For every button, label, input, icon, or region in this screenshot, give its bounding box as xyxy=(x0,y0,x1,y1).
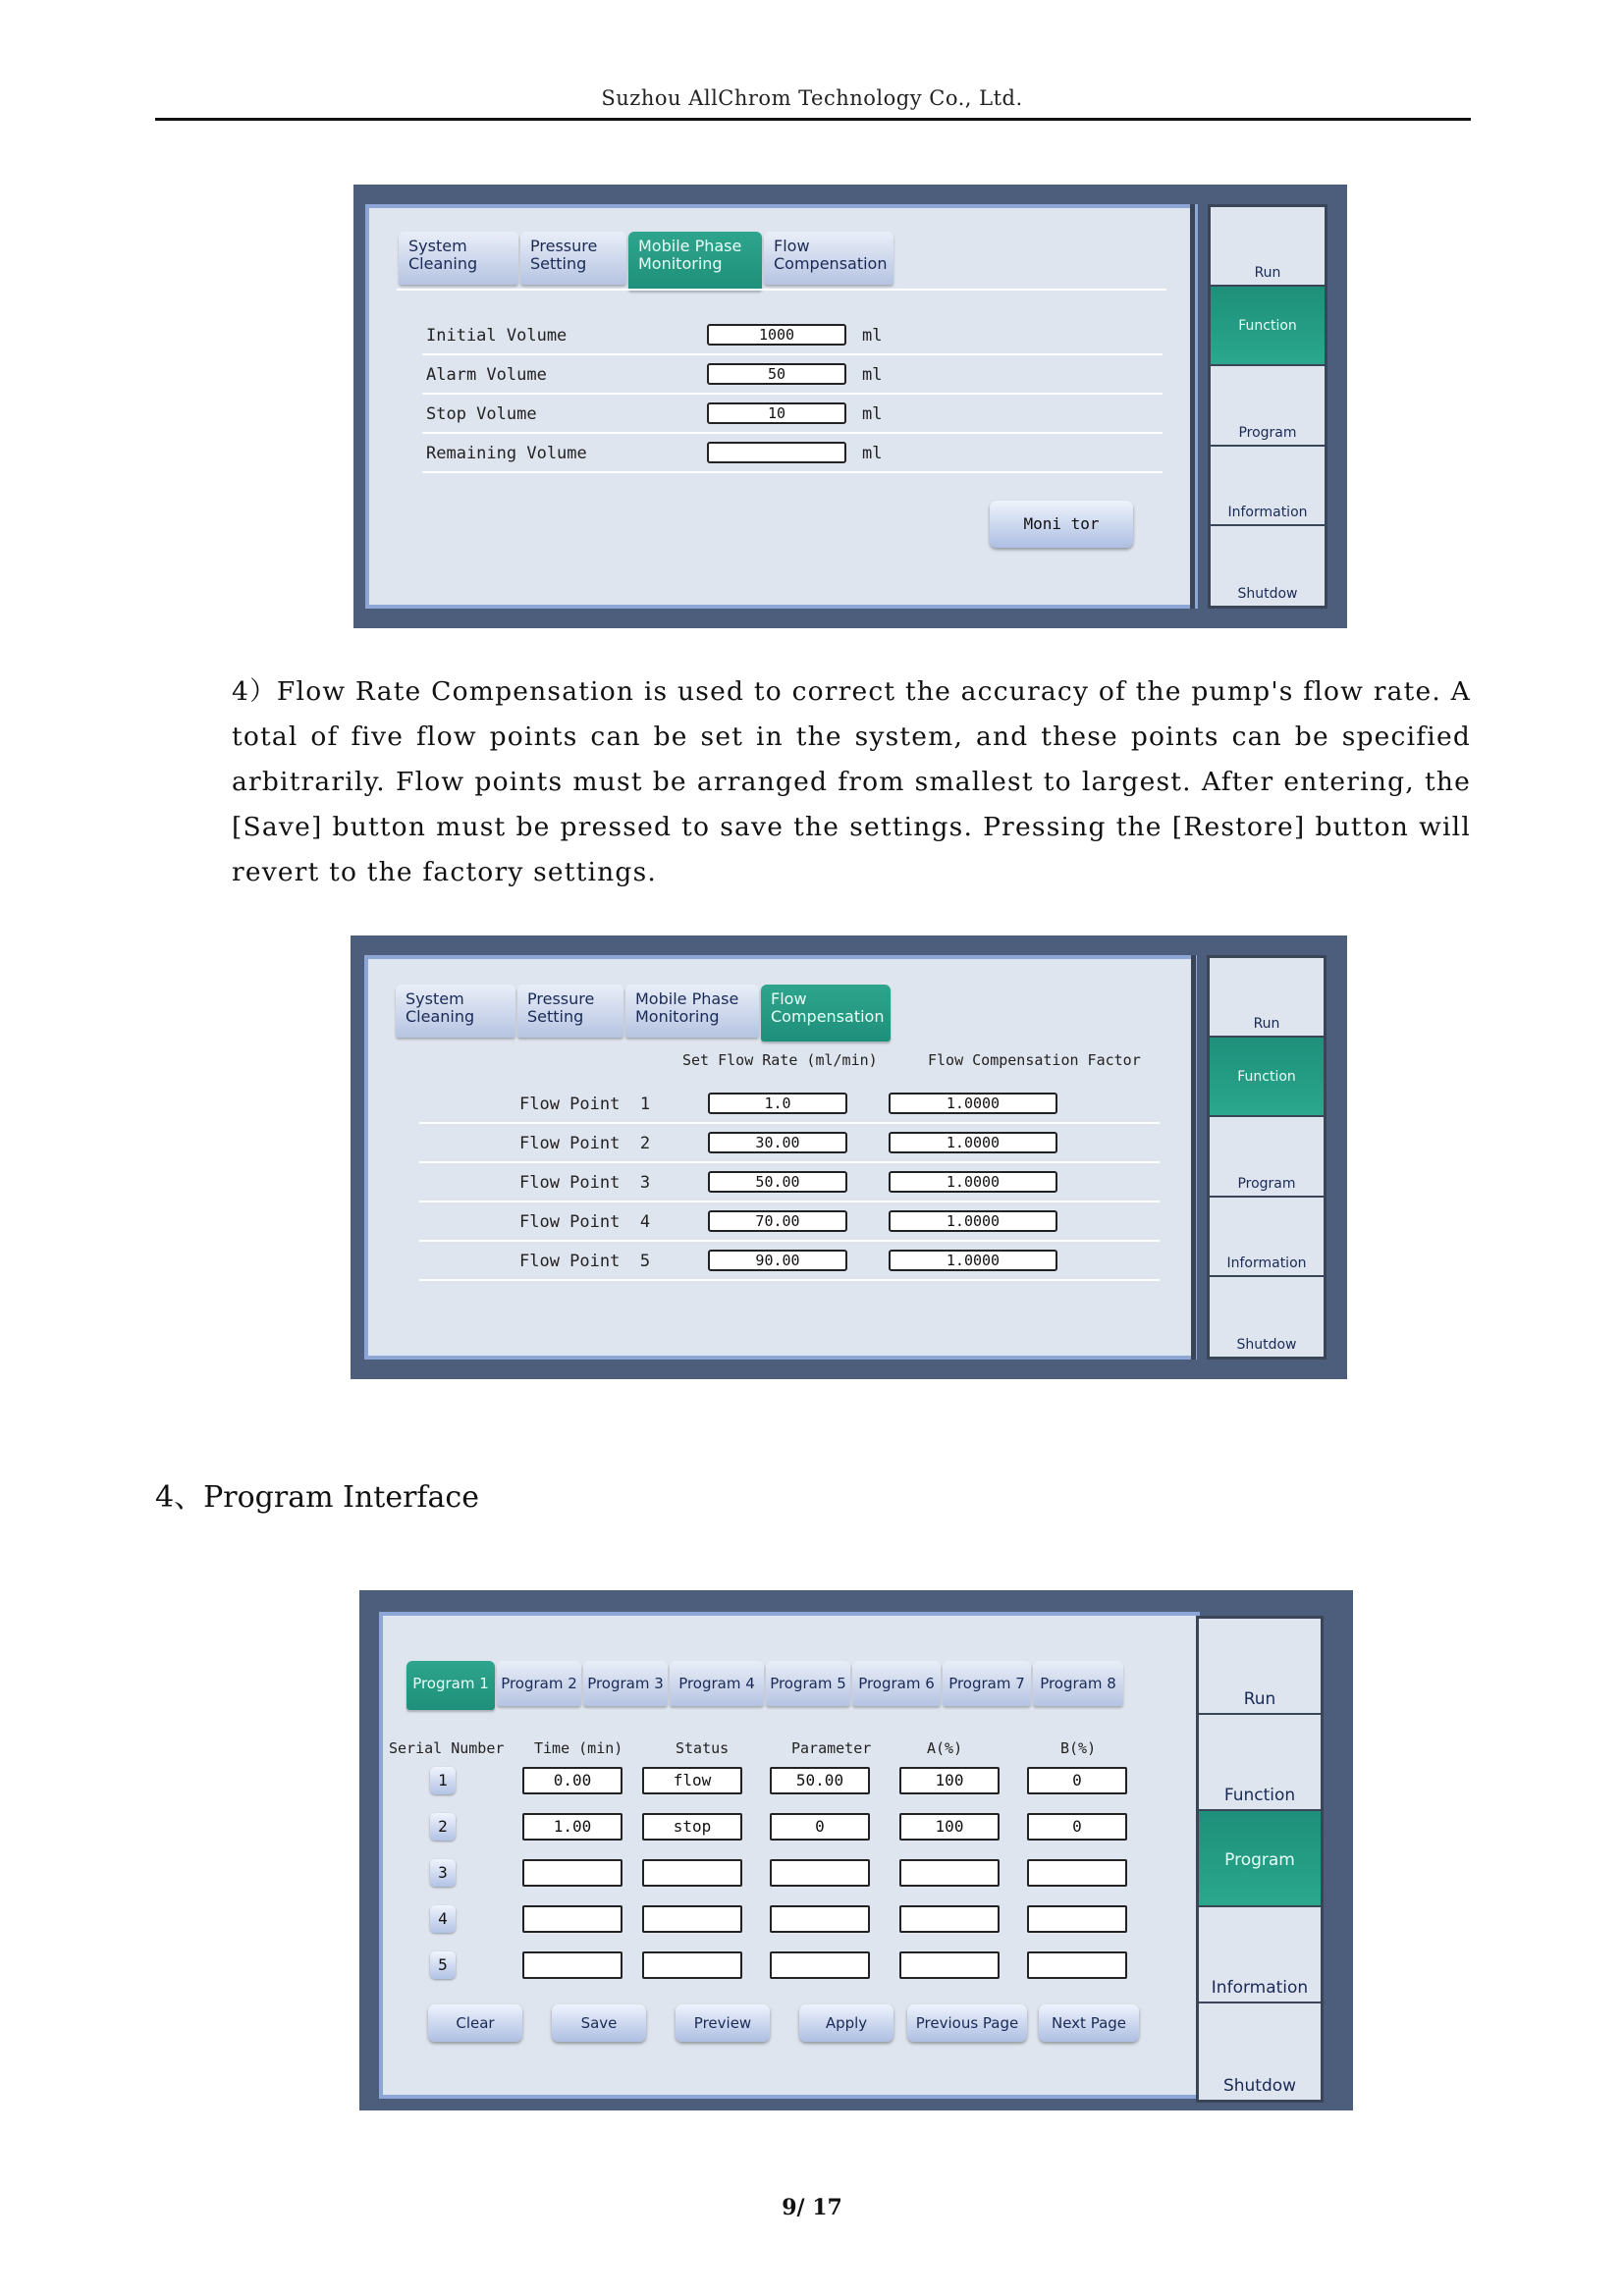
side-button-information[interactable] xyxy=(1210,1198,1324,1277)
column-header: A(%) xyxy=(927,1739,963,1757)
flow-point-label: Flow Point 4 xyxy=(519,1212,651,1232)
compensation-factor-input[interactable]: 1.0000 xyxy=(889,1171,1057,1193)
column-header: Time (min) xyxy=(534,1739,623,1757)
row-separator xyxy=(419,1240,1160,1242)
screenshot-flow-compensation xyxy=(351,935,1347,1379)
row-separator xyxy=(422,432,1163,434)
tab-pressure-setting[interactable]: Pressure Setting xyxy=(520,232,626,285)
next-page-button[interactable]: Next Page xyxy=(1039,2004,1139,2042)
program-tab-bar xyxy=(406,1661,1123,1710)
side-button-label: Run xyxy=(1253,1016,1280,1033)
side-button-program[interactable] xyxy=(1210,1117,1324,1197)
page-header: Suzhou AllChrom Technology Co., Ltd. xyxy=(601,86,1023,110)
side-button-label: Function xyxy=(1223,1786,1296,1805)
program-status-input[interactable] xyxy=(642,1905,742,1933)
program-b-input[interactable] xyxy=(1027,1905,1127,1933)
tab-flow-compensation[interactable]: Flow Compensation xyxy=(764,232,893,285)
side-button-label: Run xyxy=(1254,265,1281,282)
program-b-input[interactable] xyxy=(1027,1859,1127,1887)
tab-flow-compensation[interactable]: Flow Compensation xyxy=(761,985,891,1041)
program-a-input[interactable]: 100 xyxy=(899,1813,1000,1841)
unit-label: ml xyxy=(862,404,883,424)
volume-input[interactable]: 1000 xyxy=(707,324,846,346)
preview-button[interactable]: Preview xyxy=(676,2004,770,2042)
side-button-shutdow[interactable] xyxy=(1211,526,1325,606)
program-time-input[interactable] xyxy=(522,1859,623,1887)
tab-pressure-setting[interactable]: Pressure Setting xyxy=(517,985,623,1038)
unit-label: ml xyxy=(862,365,883,385)
tab-bar xyxy=(399,232,893,291)
side-button-function[interactable] xyxy=(1211,287,1325,366)
side-button-label: Shutdow xyxy=(1237,585,1298,602)
flow-rate-input[interactable]: 30.00 xyxy=(708,1132,847,1153)
flow-point-label: Flow Point 1 xyxy=(519,1095,651,1114)
tab-program-8[interactable]: Program 8 xyxy=(1033,1661,1123,1706)
side-menu xyxy=(1208,204,1327,609)
row-separator xyxy=(422,353,1163,355)
program-status-input[interactable] xyxy=(642,1951,742,1979)
program-param-input[interactable]: 0 xyxy=(770,1813,870,1841)
flow-rate-input[interactable]: 1.0 xyxy=(708,1093,847,1114)
tab-program-5[interactable]: Program 5 xyxy=(766,1661,850,1706)
side-button-label: Information xyxy=(1211,1978,1309,1998)
side-button-label: Function xyxy=(1238,317,1297,334)
program-b-input[interactable]: 0 xyxy=(1027,1813,1127,1841)
program-status-input[interactable]: stop xyxy=(642,1813,742,1841)
program-b-input[interactable]: 0 xyxy=(1027,1767,1127,1794)
tab-system-cleaning[interactable]: System Cleaning xyxy=(396,985,515,1038)
side-button-label: Run xyxy=(1243,1689,1276,1709)
row-separator xyxy=(419,1122,1160,1124)
program-param-input[interactable] xyxy=(770,1951,870,1979)
tab-system-cleaning[interactable]: System Cleaning xyxy=(399,232,518,285)
save-button[interactable]: Save xyxy=(552,2004,646,2042)
row-separator xyxy=(422,393,1163,395)
flow-compensation-description: 4）Flow Rate Compensation is used to correct the accuracy of the pump's flow rate. A total of five flow points can be set in the system, and these points can be specified arbitrarily. Flow points must be arranged from smallest to largest. After entering, the [Save] button must be pressed to save the settings. Pressing the [Restore] button will revert to the factory settings. xyxy=(232,676,1471,887)
previous-page-button[interactable]: Previous Page xyxy=(907,2004,1027,2042)
column-header: B(%) xyxy=(1060,1739,1097,1757)
program-b-input[interactable] xyxy=(1027,1951,1127,1979)
program-status-input[interactable] xyxy=(642,1859,742,1887)
column-header: Parameter xyxy=(791,1739,872,1757)
flow-point-label: Flow Point 3 xyxy=(519,1173,651,1193)
flow-rate-input[interactable]: 70.00 xyxy=(708,1210,847,1232)
screenshot-program-interface xyxy=(359,1590,1353,2110)
side-button-shutdow[interactable] xyxy=(1210,1277,1324,1357)
clear-button[interactable]: Clear xyxy=(428,2004,522,2042)
side-menu xyxy=(1196,1616,1324,2103)
row-label: Remaining Volume xyxy=(426,444,587,463)
tab-mobile-phase-monitoring[interactable]: Mobile Phase Monitoring xyxy=(628,232,762,291)
row-separator xyxy=(422,471,1163,473)
side-button-function[interactable] xyxy=(1199,1715,1321,1811)
program-param-input[interactable] xyxy=(770,1859,870,1887)
screenshot-mobile-phase-monitoring xyxy=(353,185,1347,628)
side-button-label: Information xyxy=(1227,504,1308,520)
header-rule xyxy=(155,118,1471,121)
serial-number-button[interactable]: 3 xyxy=(430,1859,456,1887)
tab-program-2[interactable]: Program 2 xyxy=(497,1661,581,1706)
side-button-label: Program xyxy=(1224,1850,1295,1870)
program-time-input[interactable] xyxy=(522,1905,623,1933)
serial-number-button[interactable]: 2 xyxy=(430,1813,456,1841)
section-heading: 4、Program Interface xyxy=(155,1480,479,1515)
flow-rate-input[interactable]: 90.00 xyxy=(708,1250,847,1271)
side-button-run[interactable] xyxy=(1199,1619,1321,1715)
serial-number-button[interactable]: 1 xyxy=(430,1767,456,1794)
side-button-information[interactable] xyxy=(1199,1907,1321,2003)
program-time-input[interactable]: 1.00 xyxy=(522,1813,623,1841)
col-flow-compensation-factor: Flow Compensation Factor xyxy=(928,1051,1141,1069)
tab-program-4[interactable]: Program 4 xyxy=(670,1661,764,1706)
compensation-factor-input[interactable]: 1.0000 xyxy=(889,1250,1057,1271)
side-button-label: Program xyxy=(1237,1175,1296,1192)
row-label: Alarm Volume xyxy=(426,365,547,385)
tab-program-7[interactable]: Program 7 xyxy=(943,1661,1031,1706)
row-separator xyxy=(419,1201,1160,1202)
row-label: Stop Volume xyxy=(426,404,537,424)
tab-program-1[interactable]: Program 1 xyxy=(406,1661,495,1710)
unit-label: ml xyxy=(862,326,883,346)
compensation-factor-input[interactable]: 1.0000 xyxy=(889,1132,1057,1153)
program-time-input[interactable] xyxy=(522,1951,623,1979)
side-menu xyxy=(1207,955,1326,1360)
scrollbar[interactable] xyxy=(1190,204,1195,609)
side-button-label: Function xyxy=(1237,1068,1296,1085)
monitor-button[interactable]: Moni tor xyxy=(990,501,1133,548)
tab-program-6[interactable]: Program 6 xyxy=(852,1661,941,1706)
tab-underline xyxy=(397,289,1166,291)
page-number: 9/ 17 xyxy=(782,2195,842,2220)
program-param-input[interactable]: 50.00 xyxy=(770,1767,870,1794)
side-button-shutdow[interactable] xyxy=(1199,2003,1321,2100)
col-set-flow-rate: Set Flow Rate (ml/min) xyxy=(682,1051,878,1069)
side-button-label: Shutdow xyxy=(1236,1336,1297,1353)
side-button-run[interactable] xyxy=(1211,207,1325,287)
unit-label: ml xyxy=(862,444,883,463)
compensation-factor-input[interactable]: 1.0000 xyxy=(889,1210,1057,1232)
column-header: Status xyxy=(676,1739,730,1757)
side-button-information[interactable] xyxy=(1211,447,1325,526)
side-button-label: Information xyxy=(1226,1255,1307,1271)
program-a-input[interactable] xyxy=(899,1951,1000,1979)
apply-button[interactable]: Apply xyxy=(799,2004,893,2042)
program-a-input[interactable] xyxy=(899,1905,1000,1933)
flow-point-label: Flow Point 5 xyxy=(519,1252,651,1271)
side-button-function[interactable] xyxy=(1210,1038,1324,1117)
compensation-factor-input[interactable]: 1.0000 xyxy=(889,1093,1057,1114)
serial-number-button[interactable]: 5 xyxy=(430,1951,456,1979)
tab-program-3[interactable]: Program 3 xyxy=(583,1661,668,1706)
row-separator xyxy=(419,1161,1160,1163)
row-separator xyxy=(419,1279,1160,1281)
column-header: Serial Number xyxy=(389,1739,505,1757)
flow-rate-input[interactable]: 50.00 xyxy=(708,1171,847,1193)
program-time-input[interactable]: 0.00 xyxy=(522,1767,623,1794)
program-a-input[interactable]: 100 xyxy=(899,1767,1000,1794)
volume-input[interactable]: 10 xyxy=(707,402,846,424)
program-status-input[interactable]: flow xyxy=(642,1767,742,1794)
serial-number-button[interactable]: 4 xyxy=(430,1905,456,1933)
flow-point-label: Flow Point 2 xyxy=(519,1134,651,1153)
volume-input[interactable] xyxy=(707,442,846,463)
side-button-program[interactable] xyxy=(1199,1811,1321,1907)
tab-bar xyxy=(396,985,891,1041)
program-param-input[interactable] xyxy=(770,1905,870,1933)
side-button-program[interactable] xyxy=(1211,366,1325,446)
scrollbar[interactable] xyxy=(1191,955,1196,1360)
row-label: Initial Volume xyxy=(426,326,568,346)
side-button-run[interactable] xyxy=(1210,958,1324,1038)
side-button-label: Shutdow xyxy=(1222,2076,1297,2096)
tab-mobile-phase-monitoring[interactable]: Mobile Phase Monitoring xyxy=(625,985,759,1038)
program-a-input[interactable] xyxy=(899,1859,1000,1887)
side-button-label: Program xyxy=(1238,424,1297,441)
volume-input[interactable]: 50 xyxy=(707,363,846,385)
